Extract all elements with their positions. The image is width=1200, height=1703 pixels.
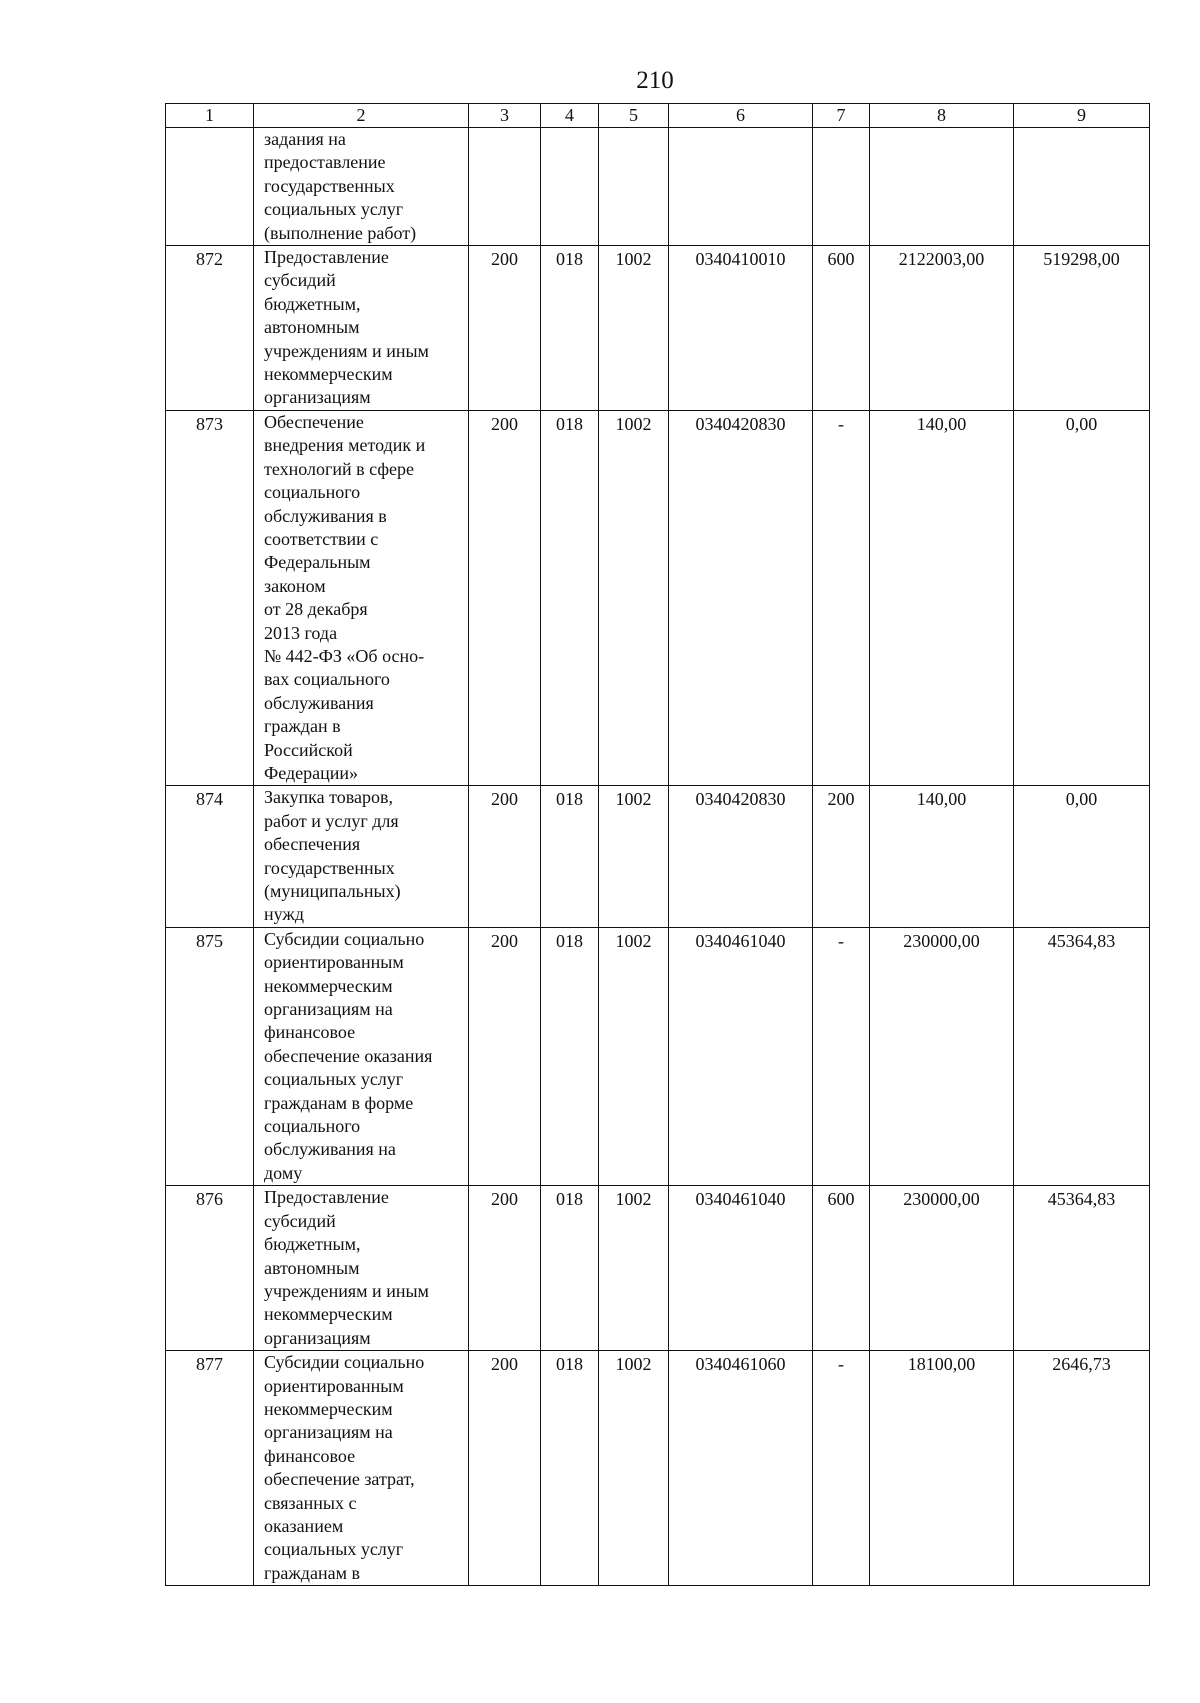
description-line: государственных (264, 175, 395, 196)
executed-amount-cell: 519298,00 (1014, 246, 1150, 411)
description-line: обслуживания (264, 692, 374, 713)
row-number-cell: 873 (166, 410, 254, 786)
description-cell (254, 1186, 469, 1351)
table-row (166, 1351, 1150, 1586)
description-line: социальных услуг (264, 1539, 404, 1560)
description-line: Федерации» (264, 762, 359, 783)
description-line: социального (264, 482, 361, 503)
section-code-cell (469, 128, 541, 246)
table-row (166, 410, 1150, 786)
description-line: социальных услуг (264, 199, 404, 220)
table-row (166, 927, 1150, 1185)
subsection-code-cell: 1002 (599, 786, 669, 927)
description-line: автономным (264, 317, 360, 338)
section-code-cell: 200 (469, 246, 541, 411)
expense-type-cell: - (813, 410, 870, 786)
description-line: финансовое (264, 1445, 356, 1466)
executed-amount-cell: 45364,83 (1014, 1186, 1150, 1351)
table-row (166, 246, 1150, 411)
description-line: задания на (264, 129, 346, 149)
section-code-cell: 200 (469, 1186, 541, 1351)
description-line: от 28 декабря (264, 599, 368, 620)
row-number-cell: 875 (166, 927, 254, 1185)
description-line: технологий в сфере (264, 458, 414, 479)
description-line: организациям (264, 387, 371, 408)
description-line: некоммерческим (264, 1398, 393, 1419)
column-header-5: 5 (599, 104, 669, 128)
description-line: социального (264, 1116, 361, 1137)
planned-amount-cell: 230000,00 (870, 927, 1014, 1185)
target-article-cell (669, 128, 813, 246)
column-header-3: 3 (469, 104, 541, 128)
description-line: некоммерческим (264, 364, 393, 385)
description-line: оказанием (264, 1515, 344, 1536)
description-line: 2013 года (264, 622, 338, 643)
description-line: (выполнение работ) (264, 222, 417, 243)
description-line: Обеспечение (264, 411, 364, 432)
description-line: связанных с (264, 1492, 357, 1513)
target-article-cell: 0340461040 (669, 927, 813, 1185)
department-code-cell: 018 (541, 786, 599, 927)
target-article-cell: 0340410010 (669, 246, 813, 411)
target-article-cell: 0340461060 (669, 1351, 813, 1586)
column-header-8: 8 (870, 104, 1014, 128)
expense-type-cell (813, 128, 870, 246)
subsection-code-cell: 1002 (599, 410, 669, 786)
executed-amount-cell: 0,00 (1014, 410, 1150, 786)
description-line: финансовое (264, 1022, 356, 1043)
description-line: гражданам в (264, 1562, 360, 1583)
description-line: Закупка товаров, (264, 787, 393, 808)
description-cell (254, 128, 469, 246)
subsection-code-cell (599, 128, 669, 246)
row-number-cell: 876 (166, 1186, 254, 1351)
department-code-cell: 018 (541, 1186, 599, 1351)
description-line: вах социального (264, 669, 390, 690)
description-line: Субсидии социально (264, 928, 425, 949)
table-body (166, 128, 1150, 1586)
description-line: (муниципальных) (264, 881, 401, 901)
target-article-cell: 0340420830 (669, 786, 813, 927)
table-row (166, 128, 1150, 246)
section-code-cell: 200 (469, 927, 541, 1185)
expense-type-cell: - (813, 1351, 870, 1586)
description-line: соответствии с (264, 528, 379, 549)
department-code-cell: 018 (541, 927, 599, 1185)
description-line: Субсидии социально (264, 1352, 425, 1373)
description-line: организациям на (264, 1422, 393, 1443)
description-line: предоставление (264, 152, 386, 173)
description-line: обеспечение оказания (264, 1045, 433, 1066)
description-cell (254, 246, 469, 411)
description-cell (254, 1351, 469, 1586)
column-header-7: 7 (813, 104, 870, 128)
expense-type-cell: - (813, 927, 870, 1185)
subsection-code-cell: 1002 (599, 246, 669, 411)
page-number: 210 (636, 67, 674, 94)
description-line: социальных услуг (264, 1069, 404, 1090)
description-line: некоммерческим (264, 975, 393, 996)
description-line: дому (264, 1162, 303, 1183)
subsection-code-cell: 1002 (599, 1351, 669, 1586)
section-code-cell: 200 (469, 786, 541, 927)
description-line: Предоставление (264, 1187, 389, 1208)
target-article-cell: 0340461040 (669, 1186, 813, 1351)
section-code-cell: 200 (469, 410, 541, 786)
description-line: Российской (264, 739, 353, 760)
expense-type-cell: 600 (813, 1186, 870, 1351)
description-line: гражданам в форме (264, 1092, 414, 1113)
department-code-cell: 018 (541, 246, 599, 411)
description-line: Предоставление (264, 247, 389, 268)
description-line: законом (264, 575, 326, 596)
planned-amount-cell: 140,00 (870, 410, 1014, 786)
planned-amount-cell: 2122003,00 (870, 246, 1014, 411)
description-line: обеспечения (264, 834, 361, 855)
description-line: некоммерческим (264, 1304, 393, 1325)
table-row (166, 786, 1150, 927)
section-code-cell: 200 (469, 1351, 541, 1586)
description-cell (254, 927, 469, 1185)
department-code-cell: 018 (541, 1351, 599, 1586)
planned-amount-cell: 18100,00 (870, 1351, 1014, 1586)
description-line: автономным (264, 1257, 360, 1278)
column-header-2: 2 (254, 104, 469, 128)
description-line: нужд (264, 904, 304, 925)
description-line: Федеральным (264, 552, 371, 573)
target-article-cell: 0340420830 (669, 410, 813, 786)
column-header-4: 4 (541, 104, 599, 128)
description-line: организациям (264, 1327, 371, 1348)
executed-amount-cell: 45364,83 (1014, 927, 1150, 1185)
description-line: работ и услуг для (264, 810, 399, 831)
description-line: субсидий (264, 1210, 336, 1231)
row-number-cell: 874 (166, 786, 254, 927)
planned-amount-cell (870, 128, 1014, 246)
description-line: внедрения методик и (264, 435, 426, 456)
description-line: государственных (264, 857, 395, 878)
description-line: субсидий (264, 270, 336, 291)
subsection-code-cell: 1002 (599, 1186, 669, 1351)
expense-type-cell: 200 (813, 786, 870, 927)
department-code-cell: 018 (541, 410, 599, 786)
description-line: обеспечение затрат, (264, 1469, 415, 1490)
description-line: обслуживания в (264, 505, 387, 526)
description-cell (254, 410, 469, 786)
budget-table (165, 103, 1150, 1586)
column-header-1: 1 (166, 104, 254, 128)
description-line: бюджетным, (264, 1234, 361, 1255)
executed-amount-cell: 2646,73 (1014, 1351, 1150, 1586)
row-number-cell (166, 128, 254, 246)
column-header-9: 9 (1014, 104, 1150, 128)
row-number-cell: 877 (166, 1351, 254, 1586)
subsection-code-cell: 1002 (599, 927, 669, 1185)
description-line: ориентированным (264, 1375, 404, 1396)
planned-amount-cell: 230000,00 (870, 1186, 1014, 1351)
department-code-cell (541, 128, 599, 246)
expense-type-cell: 600 (813, 246, 870, 411)
executed-amount-cell (1014, 128, 1150, 246)
executed-amount-cell: 0,00 (1014, 786, 1150, 927)
description-line: ориентированным (264, 952, 404, 973)
description-line: учреждениям и иным (264, 340, 429, 361)
description-line: № 442-ФЗ «Об осно- (264, 645, 425, 666)
header-row (166, 104, 1150, 128)
description-line: бюджетным, (264, 293, 361, 314)
description-cell (254, 786, 469, 927)
row-number-cell: 872 (166, 246, 254, 411)
planned-amount-cell: 140,00 (870, 786, 1014, 927)
description-line: обслуживания на (264, 1139, 396, 1160)
table-row (166, 1186, 1150, 1351)
column-header-6: 6 (669, 104, 813, 128)
description-line: организациям на (264, 999, 393, 1020)
description-line: учреждениям и иным (264, 1280, 429, 1301)
description-line: граждан в (264, 716, 341, 737)
